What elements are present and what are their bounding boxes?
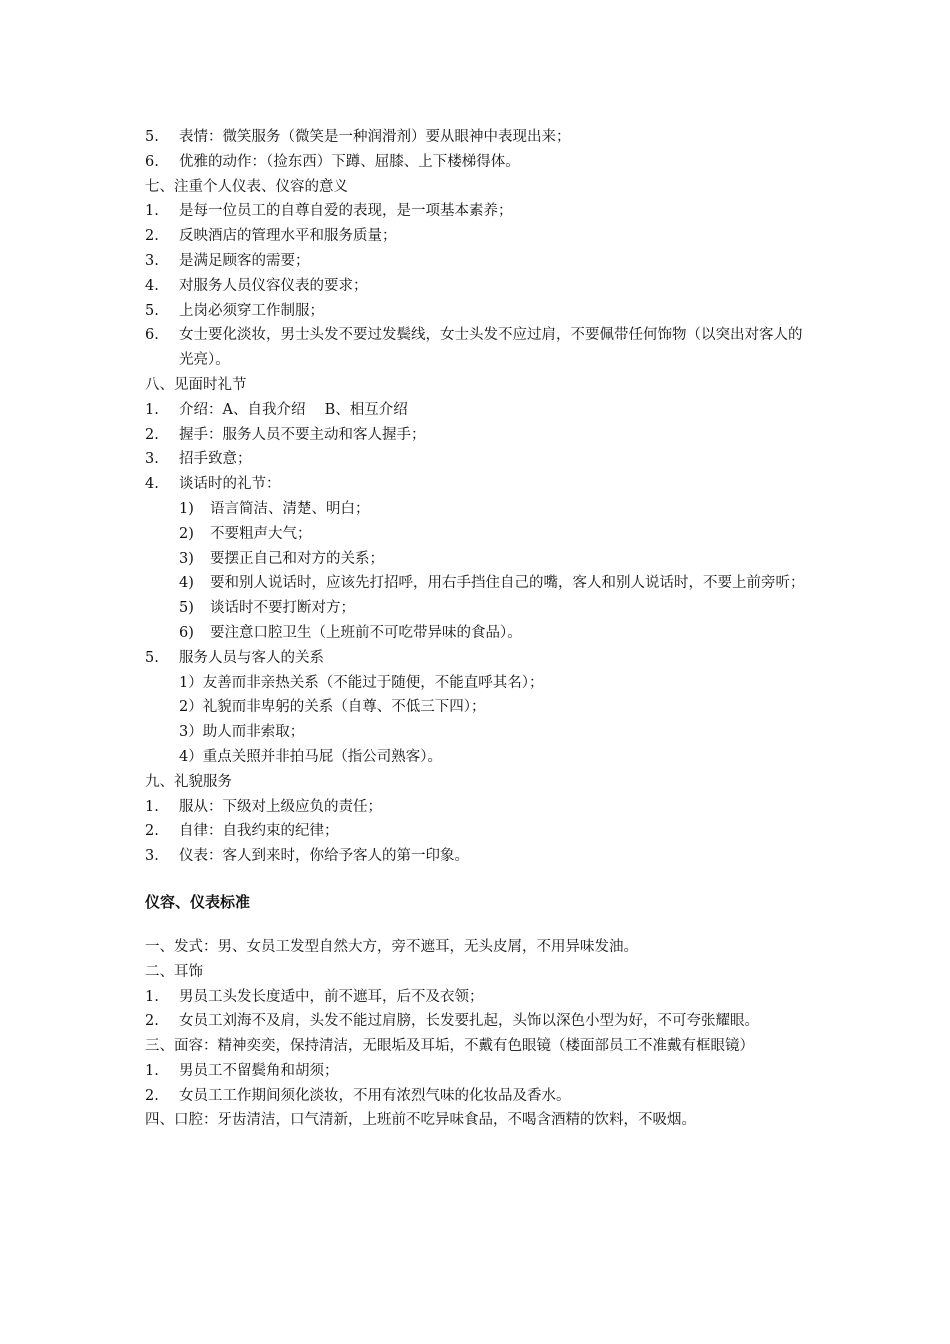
- section-heading: 二、耳饰: [145, 963, 203, 980]
- list-item: 2. 握手：服务人员不要主动和客人握手；: [145, 426, 426, 443]
- list-item: 3. 是满足顾客的需要；: [145, 252, 310, 269]
- list-item: 6. 女士要化淡妆，男士头发不要过发鬓线，女士头发不应过肩，不要佩带任何饰物（以突出对客人的光亮）。: [145, 327, 803, 369]
- sub-list-item: 4）重点关照并非拍马屁（指公司熟客）。: [179, 748, 442, 765]
- standard-item: 三、面容：精神奕奕，保持清洁，无眼垢及耳垢，不戴有色眼镜（楼面部员工不准戴有框眼镜）: [145, 1038, 754, 1055]
- list-item: 1. 介绍：A、自我介绍 B、相互介绍: [145, 401, 408, 418]
- list-item: 5. 表情：微笑服务（微笑是一种润滑剂）要从眼神中表现出来；: [145, 129, 571, 145]
- list-item: 2. 女员工刘海不及肩，头发不能过肩膀，长发要扎起，头饰以深色小型为好，不可夸张耀眼。: [145, 1013, 759, 1030]
- list-item: 6. 优雅的动作：（捡东西）下蹲、屈膝、上下楼梯得体。: [145, 153, 520, 170]
- list-item: 3. 招手致意；: [145, 451, 252, 468]
- sub-list-item: 3）助人而非索取；: [179, 724, 305, 741]
- page-title: 仪容、仪表标准: [145, 892, 251, 911]
- list-item: 5. 上岗必须穿工作制服；: [145, 302, 324, 319]
- list-item: 2. 自律：自我约束的纪律；: [145, 823, 339, 840]
- sub-list-item: 2) 不要粗声大气；: [179, 525, 312, 542]
- sub-list-item: 4) 要和别人说话时，应该先打招呼，用右手挡住自己的嘴，客人和别人说话时，不要上前旁听；: [179, 575, 805, 592]
- list-item: 1. 是每一位员工的自尊自爱的表现，是一项基本素养；: [145, 203, 513, 220]
- list-item: 2. 女员工工作期间须化淡妆，不用有浓烈气味的化妆品及香水。: [145, 1087, 571, 1104]
- document-body: [145, 125, 815, 1133]
- list-item: 5. 服务人员与客人的关系: [145, 649, 324, 666]
- standard-item: 一、发式：男、女员工发型自然大方，旁不遮耳，无头皮屑，不用异味发油。: [145, 938, 638, 955]
- list-item: 1. 服从：下级对上级应负的责任；: [145, 798, 382, 815]
- section-heading: 七、注重个人仪表、仪容的意义: [145, 178, 348, 195]
- sub-list-item: 1）友善而非亲热关系（不能过于随便，不能直呼其名）；: [179, 674, 544, 691]
- sub-list-item: 6) 要注意口腔卫生（上班前不可吃带异味的食品）。: [179, 624, 522, 641]
- standard-item: 四、口腔：牙齿清洁，口气清新，上班前不吃异味食品，不喝含酒精的饮料，不吸烟。: [145, 1112, 696, 1129]
- sub-list-item: 1) 语言简洁、清楚、明白；: [179, 500, 370, 517]
- list-item: 4. 对服务人员仪容仪表的要求；: [145, 277, 368, 294]
- list-item: 4. 谈话时的礼节：: [145, 476, 281, 493]
- list-item: 1. 男员工头发长度适中，前不遮耳，后不及衣领；: [145, 988, 484, 1005]
- section-heading: 九、礼貌服务: [145, 773, 232, 790]
- sub-list-item: 2）礼貌而非卑躬的关系（自尊、不低三下四）；: [179, 699, 486, 716]
- sub-list-item: 5) 谈话时不要打断对方；: [179, 600, 355, 617]
- list-item: 3. 仪表：客人到来时，你给予客人的第一印象。: [145, 848, 469, 865]
- list-item: 2. 反映酒店的管理水平和服务质量；: [145, 228, 397, 245]
- sub-list-item: 3) 要摆正自己和对方的关系；: [179, 550, 384, 567]
- section-heading: 八、见面时礼节: [145, 376, 247, 393]
- list-item: 1. 男员工不留鬓角和胡须；: [145, 1062, 339, 1079]
